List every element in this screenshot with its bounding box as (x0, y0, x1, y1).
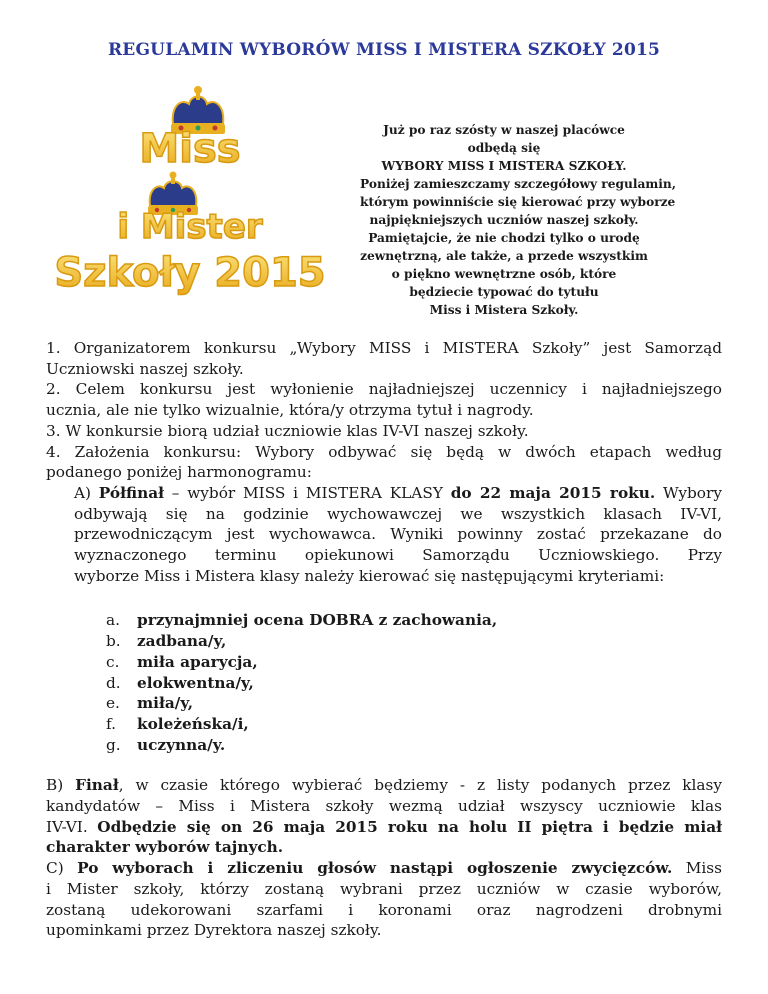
logo-miss-text: Miss (139, 126, 241, 172)
intro-line: Miss i Mistera Szkoły. (429, 303, 579, 317)
section-c-line: upominkami przez Dyrektora naszej szkoły. (46, 921, 382, 940)
intro-line: najpiękniejszych uczniów naszej szkoły. (369, 213, 639, 227)
intro-line: o piękno wewnętrzne osób, które (391, 267, 617, 281)
criteria-item: g. uczynna/y. (106, 735, 226, 754)
intro-line: Już po raz szósty w naszej placówce (383, 123, 625, 137)
criteria-item: d. elokwentna/y, (106, 673, 254, 692)
section-a-line: wyznaczonego terminu opiekunowi Samorządu Uczniowskiego. Przy (74, 546, 722, 565)
logo-school-year-text: Szkoły 2015 (54, 250, 326, 296)
section-a-line: A) Półfinał – wybór MISS i MISTERA KLASY do 22 maja 2015 roku. Wybory (74, 483, 722, 502)
intro-line: Pamiętajcie, że nie chodzi tylko o urodę (368, 231, 640, 245)
page-title: REGULAMIN WYBORÓW MISS I MISTERA SZKOŁY 2015 (107, 40, 661, 60)
section-a-line: odbywają się na godzinie wychowawczej we wszystkich klasach IV-VI, (74, 504, 722, 523)
rule-3 (46, 421, 722, 442)
section-c (46, 858, 722, 941)
criteria-item: f. koleżeńska/i, (106, 714, 249, 733)
rule-1 (46, 338, 722, 379)
section-b-line: B) Finał, w czasie którego wybierać będziemy - z listy podanych przez klasy (46, 776, 722, 795)
intro-line: którym powinniście się kierować przy wyborze (360, 195, 676, 209)
criteria-item: c. miła aparycja, (106, 652, 258, 671)
intro-line: zewnętrzną, ale także, a przede wszystkim (360, 249, 648, 263)
section-b (46, 775, 722, 858)
miss-mister-logo (40, 80, 340, 300)
section-b-line: charakter wyborów tajnych. (46, 838, 284, 857)
rule-4 (46, 442, 722, 483)
section-b-line: kandydatów – Miss i Mistera szkoły wezmą udział wszyscy uczniowie klas (46, 797, 722, 816)
section-c-line: i Mister szkoły, którzy zostaną wybrani przez uczniów w czasie wyborów, (46, 879, 722, 898)
section-a-line: wyborze Miss i Mistera klasy należy kierować się następującymi kryteriami: (74, 566, 665, 585)
logo-mister-text: i Mister (117, 207, 263, 247)
intro-box (360, 121, 676, 319)
criteria-item: b. zadbana/y, (106, 632, 227, 651)
section-b-line: IV-VI. Odbędzie się on 26 maja 2015 roku na holu II piętra i będzie miał (46, 817, 722, 836)
intro-line: będziecie typować do tytułu (409, 285, 599, 299)
intro-line: Poniżej zamieszczamy szczegółowy regulamin, (360, 177, 676, 191)
intro-line: WYBORY MISS I MISTERA SZKOŁY. (381, 159, 627, 173)
section-a-line: przewodniczącym jest wychowawca. Wyniki powinny zostać przekazane do (74, 525, 722, 544)
rule-2 (46, 379, 722, 420)
criteria-item: e. miła/y, (106, 694, 194, 713)
rules-body (46, 338, 722, 941)
rule-2-line: 2. Celem konkursu jest wyłonienie najładniejszej uczennicy i najładniejszego (46, 380, 722, 399)
intro-line: odbędą się (467, 141, 541, 155)
rule-3-line: 3. W konkursie biorą udział uczniowie klas IV-VI naszej szkoły. (46, 421, 529, 440)
rule-2-line: ucznia, ale nie tylko wizualnie, która/y otrzyma tytuł i nagrody. (46, 401, 534, 420)
rule-1-line: Uczniowski naszej szkoły. (46, 359, 244, 378)
rule-4-line: 4. Założenia konkursu: Wybory odbywać się będą w dwóch etapach według (46, 442, 722, 461)
section-a (46, 483, 722, 587)
criteria-item: a. przynajmniej ocena DOBRA z zachowania, (106, 611, 498, 630)
rule-4-line: podanego poniżej harmonogramu: (46, 463, 312, 482)
section-c-line: C) Po wyborach i zliczeniu głosów nastąpi ogłoszenie zwycięzców. Miss (46, 859, 722, 878)
rule-1-line: 1. Organizatorem konkursu „Wybory MISS i MISTERA Szkoły” jest Samorząd (46, 339, 722, 357)
section-c-line: zostaną udekorowani szarfami i koronami oraz nagrodzeni drobnymi (46, 900, 722, 919)
criteria-list (46, 610, 722, 755)
